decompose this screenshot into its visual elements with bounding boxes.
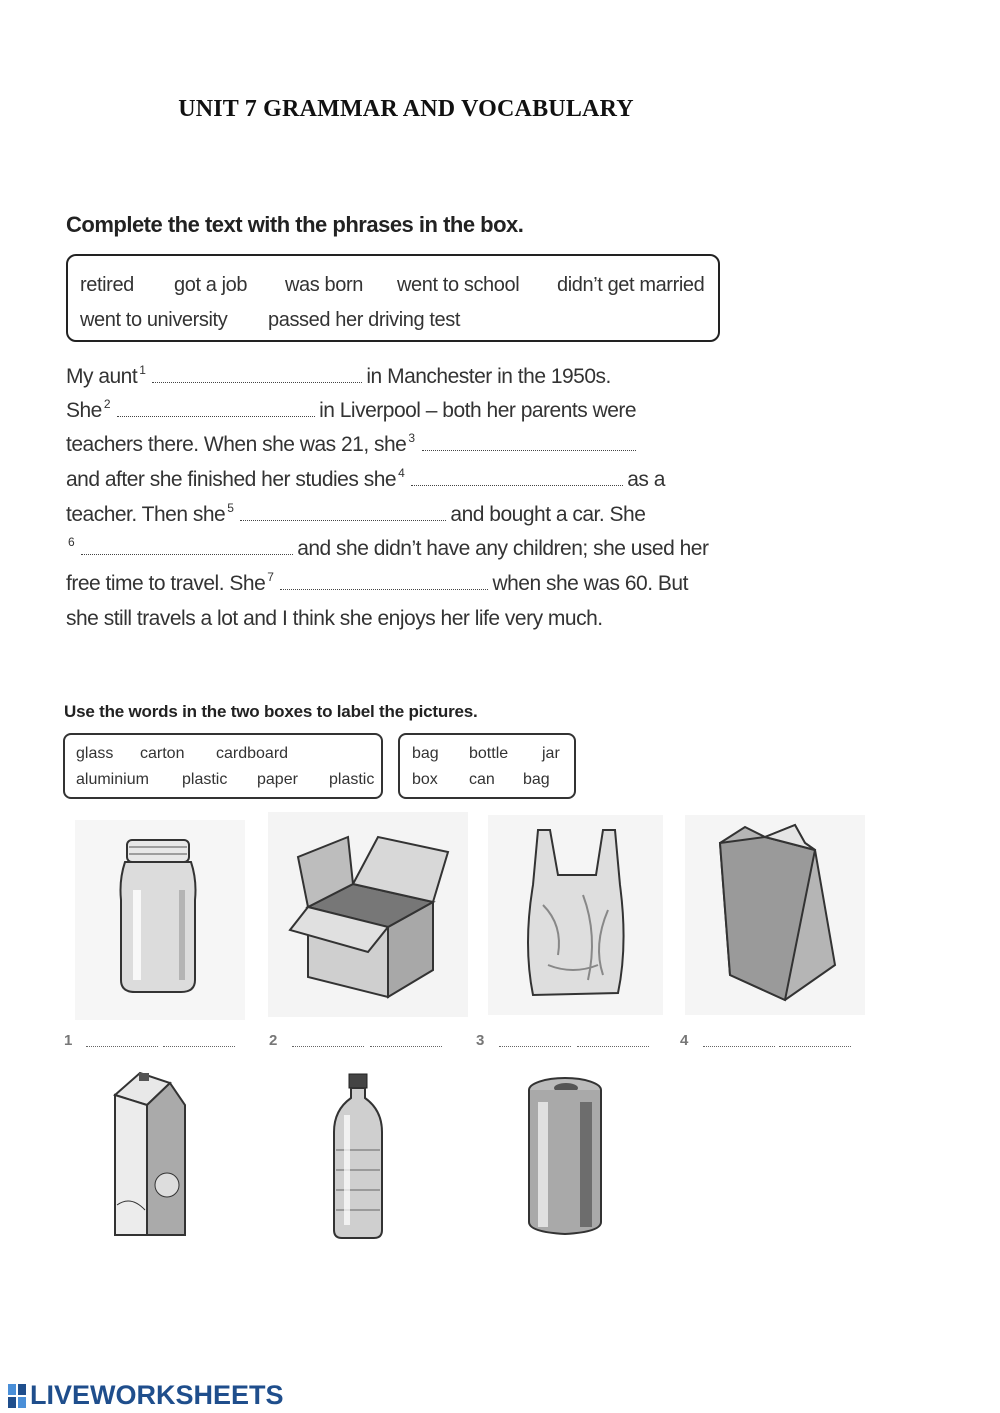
word: can — [469, 771, 495, 788]
phrase: didn’t get married — [557, 274, 705, 296]
materials-box — [63, 733, 383, 799]
answer-line-1b[interactable] — [163, 1046, 235, 1047]
word: bag — [523, 771, 550, 788]
word: carton — [140, 745, 185, 762]
phrase: was born — [285, 274, 363, 296]
word: plastic — [329, 771, 375, 788]
containers-box — [398, 733, 576, 799]
word: paper — [257, 771, 298, 788]
label-number: 2 — [269, 1032, 278, 1049]
word: jar — [542, 745, 560, 762]
phrase: passed her driving test — [268, 309, 461, 331]
paper-bag-picture — [685, 815, 865, 1015]
exercise-1-instruction: Complete the text with the phrases in the box. — [66, 212, 524, 237]
exercise-2-instruction: Use the words in the two boxes to label the pictures. — [64, 702, 478, 721]
text-line-1: My aunt $^1$ in Manchester in the 1950s. — [66, 363, 611, 388]
page-title: UNIT 7 GRAMMAR AND VOCABULARY — [178, 96, 634, 122]
label-number: 4 — [680, 1032, 689, 1049]
answer-line-3b[interactable] — [577, 1046, 649, 1047]
glass-jar-picture — [75, 820, 245, 1020]
plastic-bottle-picture — [318, 1070, 398, 1240]
answer-line-4a[interactable] — [703, 1046, 775, 1047]
text-line-6: $^6$ and she didn’t have any children; she used her — [68, 535, 709, 560]
answer-blank-5[interactable] — [240, 504, 446, 521]
word: glass — [76, 745, 114, 762]
word: aluminium — [76, 771, 149, 788]
carton-picture — [95, 1065, 205, 1237]
phrase: got a job — [174, 274, 248, 296]
word: box — [412, 771, 438, 788]
answer-blank-3[interactable] — [422, 434, 636, 451]
text-line-5: teacher. Then she $^5$ and bought a car. She — [66, 501, 646, 526]
answer-line-4b[interactable] — [779, 1046, 851, 1047]
word: bag — [412, 745, 439, 762]
aluminium-can-picture — [520, 1072, 610, 1237]
phrase: went to university — [80, 309, 228, 331]
phrase: retired — [80, 274, 134, 296]
phrase: went to school — [397, 274, 520, 296]
answer-line-1a[interactable] — [86, 1046, 158, 1047]
word: cardboard — [216, 745, 289, 762]
answer-line-2a[interactable] — [292, 1046, 364, 1047]
plastic-bag-picture — [488, 815, 663, 1015]
answer-blank-2[interactable] — [117, 400, 315, 417]
text-line-3: teachers there. When she was 21, she $^3$ — [66, 434, 640, 455]
answer-blank-7[interactable] — [280, 573, 488, 590]
phrase-box — [66, 254, 720, 342]
word: bottle — [469, 745, 509, 762]
word: plastic — [182, 771, 228, 788]
liveworksheets-logo[interactable]: LIVEWORKSHEETS — [30, 1380, 284, 1410]
label-number: 1 — [64, 1032, 73, 1049]
answer-blank-6[interactable] — [81, 538, 293, 555]
cardboard-box-picture — [268, 812, 468, 1017]
label-number: 3 — [476, 1032, 485, 1049]
answer-blank-1[interactable] — [152, 366, 362, 383]
answer-line-3a[interactable] — [499, 1046, 571, 1047]
text-line-4: and after she finished her studies she $^4$ as a — [66, 466, 665, 491]
answer-line-2b[interactable] — [370, 1046, 442, 1047]
text-line-8: she still travels a lot and I think she enjoys her life very much. — [66, 607, 603, 630]
text-line-2: She $^2$ in Liverpool – both her parents were — [66, 397, 637, 422]
liveworksheets-logo-icon — [8, 1384, 26, 1408]
text-line-7: free time to travel. She $^7$ when she was 60. But — [66, 570, 688, 595]
answer-blank-4[interactable] — [411, 469, 623, 486]
